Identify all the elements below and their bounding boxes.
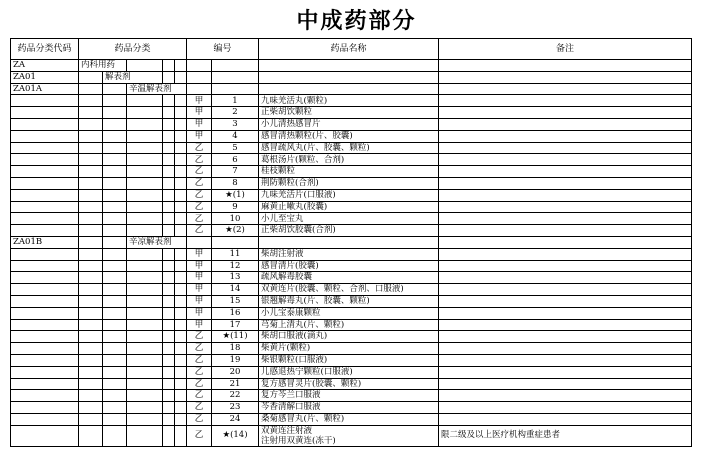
drug-number: 24: [212, 413, 259, 425]
drug-class: 乙: [187, 402, 212, 414]
drug-note: [439, 413, 692, 425]
drug-class: 乙: [187, 390, 212, 402]
category-code: ZA: [11, 60, 79, 72]
table-row: [11, 366, 692, 378]
drug-note: [439, 189, 692, 201]
drug-name: [259, 425, 439, 446]
drug-class: 乙: [187, 201, 212, 213]
drug-name: 复方感冒灵片(胶囊、颗粒): [259, 378, 439, 390]
drug-name: 小儿清热感冒片: [259, 118, 439, 130]
drug-number: 10: [212, 213, 259, 225]
drug-note: [439, 166, 692, 178]
header-note: 备注: [439, 39, 692, 60]
drug-class: 乙: [187, 366, 212, 378]
drug-note: [439, 142, 692, 154]
table-row: [11, 118, 692, 130]
drug-note: [439, 343, 692, 355]
drug-number: 1: [212, 95, 259, 107]
category-label: 解表剂: [103, 71, 163, 83]
drug-class: 乙: [187, 154, 212, 166]
drug-name: 银翘解毒丸(片、胶囊、颗粒): [259, 295, 439, 307]
category-label: 辛凉解表剂: [127, 236, 187, 248]
drug-name: 荆防颗粒(合剂): [259, 177, 439, 189]
table-row: [11, 319, 692, 331]
category-code: ZA01: [11, 71, 79, 83]
drug-number: 5: [212, 142, 259, 154]
drug-note: [439, 354, 692, 366]
drug-class: 乙: [187, 225, 212, 237]
drug-name-line: 注射用双黄连(冻干): [261, 435, 336, 446]
drug-note: [439, 95, 692, 107]
drug-name: 柴胡口服液(滴丸): [259, 331, 439, 343]
table-row: [11, 107, 692, 119]
drug-number: 3: [212, 118, 259, 130]
drug-name: 柴黄片(颗粒): [259, 343, 439, 355]
drug-class: 甲: [187, 284, 212, 296]
drug-note: [439, 331, 692, 343]
drug-name: 芎菊上清丸(片、颗粒): [259, 319, 439, 331]
table-row: [11, 331, 692, 343]
table-row: [11, 142, 692, 154]
drug-class: 乙: [187, 166, 212, 178]
header-code: 药品分类代码: [11, 39, 79, 60]
category-row: [11, 83, 692, 95]
drug-name: 桂枝颗粒: [259, 166, 439, 178]
table-row: [11, 95, 692, 107]
drug-class: 甲: [187, 130, 212, 142]
drug-number: 18: [212, 343, 259, 355]
drug-class: 乙: [187, 343, 212, 355]
drug-name: 正柴胡饮胶囊(合剂): [259, 225, 439, 237]
category-row: [11, 71, 692, 83]
drug-note: [439, 260, 692, 272]
drug-note: [439, 295, 692, 307]
drug-note: [439, 390, 692, 402]
category-code: ZA01B: [11, 236, 79, 248]
table-row: [11, 213, 692, 225]
table-row: [11, 284, 692, 296]
drug-class: 乙: [187, 213, 212, 225]
page-title: 中成药部分: [296, 8, 417, 34]
table-row: [11, 154, 692, 166]
drug-name: 感冒疏风丸(片、胶囊、颗粒): [259, 142, 439, 154]
drug-number: 21: [212, 378, 259, 390]
drug-class: 乙: [187, 354, 212, 366]
category-row: [11, 60, 692, 72]
drug-number: 4: [212, 130, 259, 142]
drug-class: 乙: [187, 413, 212, 425]
table-row: [11, 413, 692, 425]
drug-name: 感冒清片(胶囊): [259, 260, 439, 272]
drug-number: 11: [212, 248, 259, 260]
drug-note: [439, 130, 692, 142]
table-row: [11, 130, 692, 142]
header-row: [11, 39, 692, 60]
category-label: 内科用药: [79, 60, 127, 72]
drug-number: 19: [212, 354, 259, 366]
drug-number: 15: [212, 295, 259, 307]
drug-name: 麻黄止嗽丸(胶囊): [259, 201, 439, 213]
drug-class: 乙: [187, 425, 212, 446]
drug-name: 柴胡注射液: [259, 248, 439, 260]
table-row: [11, 402, 692, 414]
drug-number: ★(11): [212, 331, 259, 343]
drug-number: 6: [212, 154, 259, 166]
drug-note: [439, 248, 692, 260]
drug-number: 7: [212, 166, 259, 178]
drug-note: [439, 201, 692, 213]
drug-note: [439, 272, 692, 284]
drug-name: 九味羌活丸(颗粒): [259, 95, 439, 107]
table-row: [11, 354, 692, 366]
drug-note: [439, 225, 692, 237]
drug-number: 9: [212, 201, 259, 213]
category-code: ZA01A: [11, 83, 79, 95]
drug-name: 芩香清解口服液: [259, 402, 439, 414]
drug-class: 乙: [187, 331, 212, 343]
drug-name: 小儿至宝丸: [259, 213, 439, 225]
table-row: [11, 390, 692, 402]
drug-number: 8: [212, 177, 259, 189]
drug-table: [10, 38, 692, 447]
drug-class: 甲: [187, 295, 212, 307]
drug-number: 23: [212, 402, 259, 414]
drug-name: 柴银颗粒(口服液): [259, 354, 439, 366]
drug-name: 正柴胡饮颗粒: [259, 107, 439, 119]
drug-number: 13: [212, 272, 259, 284]
drug-name: 儿感退热宁颗粒(口服液): [259, 366, 439, 378]
category-label: 辛温解表剂: [127, 83, 187, 95]
drug-class: 乙: [187, 189, 212, 201]
table-row: [11, 189, 692, 201]
drug-number: 16: [212, 307, 259, 319]
drug-note: [439, 177, 692, 189]
drug-note: [439, 366, 692, 378]
drug-name: 感冒清热颗粒(片、胶囊): [259, 130, 439, 142]
table-row: [11, 201, 692, 213]
table-row: [11, 378, 692, 390]
drug-name-line: 双黄连注射液: [261, 425, 313, 436]
drug-note: [439, 319, 692, 331]
drug-class: 乙: [187, 142, 212, 154]
drug-number: 2: [212, 107, 259, 119]
drug-name: 葛根汤片(颗粒、合剂): [259, 154, 439, 166]
drug-note: 限二级及以上医疗机构重症患者: [439, 425, 692, 446]
table-row: [11, 260, 692, 272]
drug-name: 疏风解毒胶囊: [259, 272, 439, 284]
drug-note: [439, 107, 692, 119]
table-row: [11, 425, 692, 446]
header-number: 编号: [187, 39, 259, 60]
drug-number: 12: [212, 260, 259, 272]
category-row: [11, 236, 692, 248]
table-row: [11, 295, 692, 307]
drug-class: 甲: [187, 107, 212, 119]
drug-note: [439, 284, 692, 296]
drug-note: [439, 378, 692, 390]
drug-class: 甲: [187, 118, 212, 130]
drug-number: 20: [212, 366, 259, 378]
drug-number: 17: [212, 319, 259, 331]
drug-name: 复方芩兰口服液: [259, 390, 439, 402]
drug-number: ★(1): [212, 189, 259, 201]
drug-name: 小儿宝泰康颗粒: [259, 307, 439, 319]
drug-number: 14: [212, 284, 259, 296]
drug-name: 桑菊感冒丸(片、颗粒): [259, 413, 439, 425]
table-row: [11, 343, 692, 355]
header-category: 药品分类: [79, 39, 187, 60]
drug-name: 九味羌活片(口服液): [259, 189, 439, 201]
drug-note: [439, 213, 692, 225]
drug-note: [439, 402, 692, 414]
table-row: [11, 225, 692, 237]
drug-class: 甲: [187, 272, 212, 284]
table-row: [11, 272, 692, 284]
table-row: [11, 177, 692, 189]
header-name: 药品名称: [259, 39, 439, 60]
table-row: [11, 307, 692, 319]
drug-class: 乙: [187, 177, 212, 189]
drug-class: 甲: [187, 307, 212, 319]
drug-number: ★(2): [212, 225, 259, 237]
drug-number: 22: [212, 390, 259, 402]
drug-note: [439, 154, 692, 166]
table-row: [11, 166, 692, 178]
drug-class: 甲: [187, 95, 212, 107]
drug-note: [439, 307, 692, 319]
drug-class: 甲: [187, 248, 212, 260]
drug-class: 乙: [187, 378, 212, 390]
drug-note: [439, 118, 692, 130]
drug-class: 甲: [187, 260, 212, 272]
drug-class: 甲: [187, 319, 212, 331]
drug-number: ★(14): [212, 425, 259, 446]
drug-name: 双黄连片(胶囊、颗粒、合剂、口服液): [259, 284, 439, 296]
table-row: [11, 248, 692, 260]
